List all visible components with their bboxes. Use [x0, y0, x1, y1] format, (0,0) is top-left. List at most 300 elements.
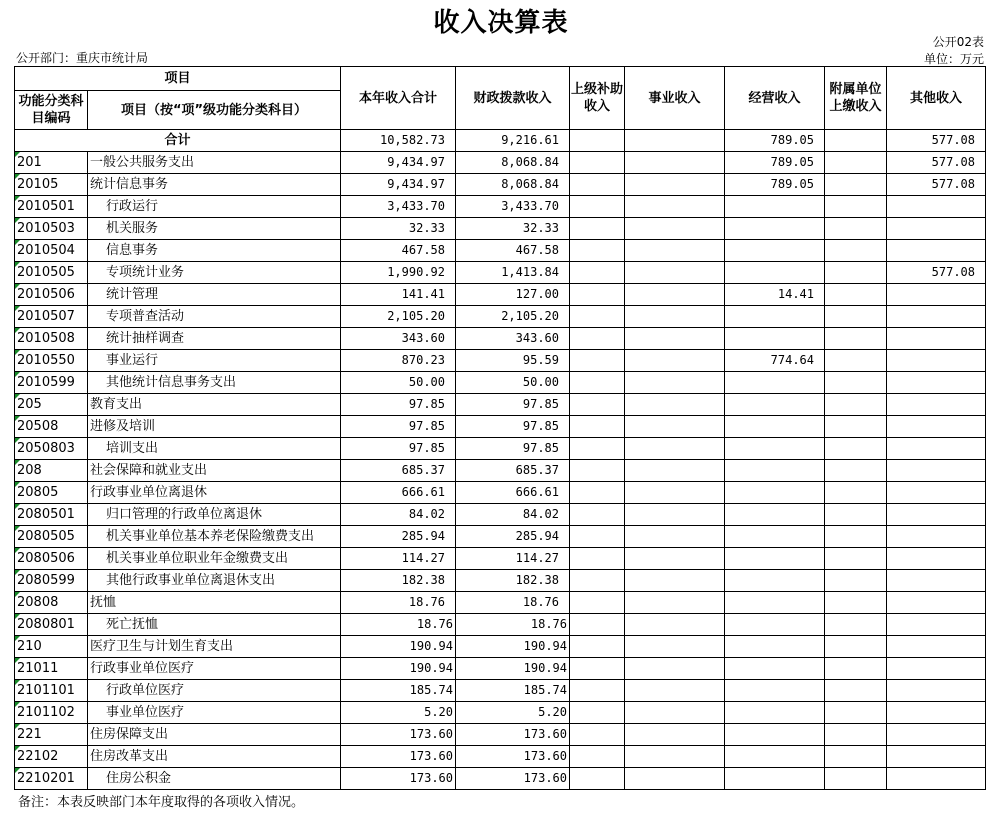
cell-affiliated — [825, 416, 887, 438]
cell-business — [625, 658, 725, 680]
cell-affiliated — [825, 350, 887, 372]
cell-superior — [570, 350, 625, 372]
cell-code: 2050803 — [15, 438, 88, 460]
cell-affiliated — [825, 438, 887, 460]
form-number: 公开02表 — [932, 35, 984, 49]
cell-affiliated — [825, 196, 887, 218]
cell-total: 173.60 — [341, 746, 456, 768]
cell-name: 统计抽样调查 — [88, 328, 341, 350]
cell-total: 190.94 — [341, 636, 456, 658]
cell-total: 685.37 — [341, 460, 456, 482]
cell-name: 进修及培训 — [88, 416, 341, 438]
table-row — [15, 768, 986, 790]
cell-business — [625, 724, 725, 746]
cell-total: 467.58 — [341, 240, 456, 262]
cell-business — [625, 284, 725, 306]
cell-business — [625, 438, 725, 460]
cell-name: 事业运行 — [88, 350, 341, 372]
cell-total: 190.94 — [341, 658, 456, 680]
cell-fiscal: 3,433.70 — [456, 196, 570, 218]
cell-fiscal: 32.33 — [456, 218, 570, 240]
cell-superior — [570, 152, 625, 174]
cell-name: 机关服务 — [88, 218, 341, 240]
cell-superior — [570, 680, 625, 702]
cell-operating — [725, 416, 825, 438]
cell-business — [625, 746, 725, 768]
cell-total: 870.23 — [341, 350, 456, 372]
cell-affiliated — [825, 372, 887, 394]
cell-business — [625, 592, 725, 614]
cell-total: 343.60 — [341, 328, 456, 350]
cell-other — [887, 328, 986, 350]
cell-operating: 789.05 — [725, 152, 825, 174]
cell-total: 114.27 — [341, 548, 456, 570]
header-total: 本年收入合计 — [341, 67, 456, 130]
cell-total: 666.61 — [341, 482, 456, 504]
cell-affiliated — [825, 284, 887, 306]
cell-code: 210 — [15, 636, 88, 658]
table-row — [15, 614, 986, 636]
cell-fiscal: 84.02 — [456, 504, 570, 526]
cell-code: 20508 — [15, 416, 88, 438]
table-row — [15, 702, 986, 724]
cell-fiscal: 8,068.84 — [456, 174, 570, 196]
table-row — [15, 658, 986, 680]
cell-other — [887, 460, 986, 482]
cell-affiliated — [825, 548, 887, 570]
cell-name: 医疗卫生与计划生育支出 — [88, 636, 341, 658]
table-row — [15, 592, 986, 614]
cell-operating — [725, 768, 825, 790]
cell-superior — [570, 460, 625, 482]
cell-fiscal: 2,105.20 — [456, 306, 570, 328]
cell-operating — [725, 614, 825, 636]
cell-name: 抚恤 — [88, 592, 341, 614]
cell-code: 201 — [15, 152, 88, 174]
cell-operating — [725, 460, 825, 482]
cell-operating — [725, 570, 825, 592]
cell-total: 182.38 — [341, 570, 456, 592]
cell-affiliated — [825, 614, 887, 636]
cell-business — [625, 262, 725, 284]
table-row — [15, 240, 986, 262]
cell-code: 2101102 — [15, 702, 88, 724]
table-row — [15, 306, 986, 328]
cell-fiscal: 18.76 — [456, 614, 570, 636]
cell-superior — [570, 504, 625, 526]
header-business: 事业收入 — [625, 67, 725, 130]
cell-name: 统计信息事务 — [88, 174, 341, 196]
header-superior: 上级补助收入 — [570, 67, 625, 130]
table-row — [15, 416, 986, 438]
cell-other — [887, 504, 986, 526]
cell-business — [625, 394, 725, 416]
table-row — [15, 570, 986, 592]
total-row — [15, 130, 986, 152]
cell-business — [625, 636, 725, 658]
cell-superior — [570, 636, 625, 658]
table-row — [15, 284, 986, 306]
cell-other — [887, 768, 986, 790]
cell-business — [625, 570, 725, 592]
table-row — [15, 218, 986, 240]
cell-superior — [570, 438, 625, 460]
cell-other — [887, 438, 986, 460]
table-row — [15, 548, 986, 570]
cell-business — [625, 460, 725, 482]
table-row — [15, 372, 986, 394]
cell-code: 22102 — [15, 746, 88, 768]
table-row — [15, 262, 986, 284]
table-row — [15, 504, 986, 526]
cell-name: 行政单位医疗 — [88, 680, 341, 702]
cell-code: 2010506 — [15, 284, 88, 306]
cell-other — [887, 394, 986, 416]
cell-other — [887, 284, 986, 306]
cell-business — [625, 218, 725, 240]
cell-business — [625, 702, 725, 724]
cell-total: 173.60 — [341, 768, 456, 790]
cell-fiscal: 1,413.84 — [456, 262, 570, 284]
cell-superior — [570, 614, 625, 636]
cell-name: 住房公积金 — [88, 768, 341, 790]
cell-fiscal: 190.94 — [456, 636, 570, 658]
cell-fiscal: 50.00 — [456, 372, 570, 394]
cell-affiliated — [825, 658, 887, 680]
table-row — [15, 526, 986, 548]
cell-operating — [725, 746, 825, 768]
cell-other — [887, 592, 986, 614]
income-table — [14, 66, 986, 790]
cell-superior — [570, 218, 625, 240]
cell-name: 机关事业单位基本养老保险缴费支出 — [88, 526, 341, 548]
cell-name: 归口管理的行政单位离退休 — [88, 504, 341, 526]
cell-other — [887, 240, 986, 262]
cell-operating — [725, 592, 825, 614]
cell-code: 2010504 — [15, 240, 88, 262]
cell-fiscal: 95.59 — [456, 350, 570, 372]
cell-other — [887, 702, 986, 724]
footnote: 备注：本表反映部门本年度取得的各项收入情况。 — [18, 795, 305, 810]
cell-fiscal: 190.94 — [456, 658, 570, 680]
cell-other — [887, 614, 986, 636]
cell-operating — [725, 328, 825, 350]
cell-affiliated — [825, 482, 887, 504]
cell-other — [887, 526, 986, 548]
cell-fiscal: 8,068.84 — [456, 152, 570, 174]
cell-total: 97.85 — [341, 438, 456, 460]
cell-operating — [725, 636, 825, 658]
cell-total: 9,434.97 — [341, 152, 456, 174]
cell-total: 141.41 — [341, 284, 456, 306]
cell-total: 2,105.20 — [341, 306, 456, 328]
cell-fiscal: 467.58 — [456, 240, 570, 262]
cell-code: 2010599 — [15, 372, 88, 394]
header-operating: 经营收入 — [725, 67, 825, 130]
cell-affiliated — [825, 746, 887, 768]
cell-name: 行政事业单位医疗 — [88, 658, 341, 680]
report-title: 收入决算表 — [433, 8, 569, 38]
total-cell-total: 10,582.73 — [341, 130, 456, 152]
cell-code: 2010508 — [15, 328, 88, 350]
cell-code: 205 — [15, 394, 88, 416]
table-row — [15, 460, 986, 482]
cell-total: 18.76 — [341, 614, 456, 636]
cell-operating — [725, 680, 825, 702]
cell-other: 577.08 — [887, 174, 986, 196]
cell-operating — [725, 482, 825, 504]
cell-fiscal: 114.27 — [456, 548, 570, 570]
cell-business — [625, 350, 725, 372]
cell-business — [625, 306, 725, 328]
cell-total: 50.00 — [341, 372, 456, 394]
cell-total: 97.85 — [341, 416, 456, 438]
cell-name: 其他统计信息事务支出 — [88, 372, 341, 394]
cell-other — [887, 570, 986, 592]
cell-other — [887, 746, 986, 768]
cell-affiliated — [825, 592, 887, 614]
cell-superior — [570, 746, 625, 768]
cell-code: 208 — [15, 460, 88, 482]
cell-name: 专项统计业务 — [88, 262, 341, 284]
cell-fiscal: 173.60 — [456, 724, 570, 746]
total-cell-business — [625, 130, 725, 152]
cell-affiliated — [825, 636, 887, 658]
total-cell-fiscal: 9,216.61 — [456, 130, 570, 152]
cell-business — [625, 240, 725, 262]
cell-affiliated — [825, 702, 887, 724]
cell-business — [625, 196, 725, 218]
cell-total: 97.85 — [341, 394, 456, 416]
cell-code: 2080506 — [15, 548, 88, 570]
total-cell-other: 577.08 — [887, 130, 986, 152]
table-row — [15, 350, 986, 372]
cell-fiscal: 182.38 — [456, 570, 570, 592]
cell-other — [887, 416, 986, 438]
cell-other — [887, 482, 986, 504]
cell-name: 社会保障和就业支出 — [88, 460, 341, 482]
cell-other — [887, 306, 986, 328]
header-other: 其他收入 — [887, 67, 986, 130]
cell-total: 5.20 — [341, 702, 456, 724]
cell-code: 20105 — [15, 174, 88, 196]
cell-operating — [725, 196, 825, 218]
cell-fiscal: 127.00 — [456, 284, 570, 306]
cell-operating — [725, 240, 825, 262]
cell-fiscal: 685.37 — [456, 460, 570, 482]
cell-fiscal: 285.94 — [456, 526, 570, 548]
cell-operating — [725, 504, 825, 526]
cell-superior — [570, 548, 625, 570]
cell-total: 173.60 — [341, 724, 456, 746]
cell-code: 2010501 — [15, 196, 88, 218]
cell-affiliated — [825, 768, 887, 790]
header-affiliated: 附属单位上缴收入 — [825, 67, 887, 130]
cell-superior — [570, 724, 625, 746]
cell-total: 3,433.70 — [341, 196, 456, 218]
table-row — [15, 680, 986, 702]
header-code: 功能分类科目编码 — [15, 91, 88, 130]
cell-code: 20808 — [15, 592, 88, 614]
cell-affiliated — [825, 328, 887, 350]
cell-operating — [725, 658, 825, 680]
cell-other — [887, 218, 986, 240]
cell-total: 1,990.92 — [341, 262, 456, 284]
cell-superior — [570, 196, 625, 218]
table-row — [15, 482, 986, 504]
cell-operating: 774.64 — [725, 350, 825, 372]
cell-superior — [570, 240, 625, 262]
cell-code: 2101101 — [15, 680, 88, 702]
cell-business — [625, 504, 725, 526]
cell-other — [887, 636, 986, 658]
cell-other — [887, 548, 986, 570]
cell-name: 行政运行 — [88, 196, 341, 218]
cell-affiliated — [825, 460, 887, 482]
cell-other: 577.08 — [887, 152, 986, 174]
department-label: 公开部门：重庆市统计局 — [16, 51, 149, 65]
cell-operating — [725, 702, 825, 724]
table-row — [15, 636, 986, 658]
table-row — [15, 174, 986, 196]
cell-operating — [725, 724, 825, 746]
cell-code: 221 — [15, 724, 88, 746]
cell-code: 2080801 — [15, 614, 88, 636]
cell-name: 死亡抚恤 — [88, 614, 341, 636]
cell-fiscal: 173.60 — [456, 768, 570, 790]
cell-operating — [725, 262, 825, 284]
cell-business — [625, 680, 725, 702]
cell-code: 2080505 — [15, 526, 88, 548]
cell-affiliated — [825, 724, 887, 746]
cell-code: 2210201 — [15, 768, 88, 790]
cell-name: 信息事务 — [88, 240, 341, 262]
header-name: 项目（按“项”级功能分类科目） — [88, 91, 341, 130]
cell-code: 2080599 — [15, 570, 88, 592]
cell-name: 专项普查活动 — [88, 306, 341, 328]
cell-name: 教育支出 — [88, 394, 341, 416]
cell-affiliated — [825, 526, 887, 548]
cell-operating — [725, 438, 825, 460]
cell-code: 21011 — [15, 658, 88, 680]
cell-business — [625, 416, 725, 438]
cell-business — [625, 152, 725, 174]
table-row — [15, 196, 986, 218]
cell-name: 其他行政事业单位离退休支出 — [88, 570, 341, 592]
cell-other — [887, 350, 986, 372]
cell-affiliated — [825, 152, 887, 174]
cell-superior — [570, 394, 625, 416]
cell-code: 20805 — [15, 482, 88, 504]
table-row — [15, 724, 986, 746]
table-row — [15, 152, 986, 174]
cell-name: 培训支出 — [88, 438, 341, 460]
cell-fiscal: 97.85 — [456, 416, 570, 438]
cell-operating — [725, 394, 825, 416]
cell-business — [625, 372, 725, 394]
cell-affiliated — [825, 174, 887, 196]
cell-superior — [570, 306, 625, 328]
cell-superior — [570, 658, 625, 680]
table-row — [15, 746, 986, 768]
cell-affiliated — [825, 504, 887, 526]
cell-fiscal: 18.76 — [456, 592, 570, 614]
cell-fiscal: 173.60 — [456, 746, 570, 768]
cell-total: 84.02 — [341, 504, 456, 526]
cell-affiliated — [825, 394, 887, 416]
cell-total: 285.94 — [341, 526, 456, 548]
cell-name: 统计管理 — [88, 284, 341, 306]
total-cell-affiliated — [825, 130, 887, 152]
cell-other — [887, 658, 986, 680]
cell-operating — [725, 548, 825, 570]
cell-fiscal: 343.60 — [456, 328, 570, 350]
unit-label: 单位：万元 — [923, 52, 984, 66]
cell-affiliated — [825, 306, 887, 328]
cell-superior — [570, 702, 625, 724]
cell-superior — [570, 526, 625, 548]
cell-business — [625, 768, 725, 790]
cell-affiliated — [825, 570, 887, 592]
header-item-group: 项目 — [15, 67, 341, 91]
cell-name: 机关事业单位职业年金缴费支出 — [88, 548, 341, 570]
cell-business — [625, 328, 725, 350]
cell-other: 577.08 — [887, 262, 986, 284]
cell-business — [625, 548, 725, 570]
table-row — [15, 394, 986, 416]
cell-business — [625, 614, 725, 636]
cell-superior — [570, 592, 625, 614]
cell-operating: 789.05 — [725, 174, 825, 196]
table-row — [15, 328, 986, 350]
cell-superior — [570, 328, 625, 350]
cell-code: 2010503 — [15, 218, 88, 240]
cell-superior — [570, 416, 625, 438]
cell-affiliated — [825, 262, 887, 284]
cell-fiscal: 97.85 — [456, 438, 570, 460]
cell-other — [887, 724, 986, 746]
table-row — [15, 438, 986, 460]
cell-total: 32.33 — [341, 218, 456, 240]
cell-affiliated — [825, 680, 887, 702]
cell-superior — [570, 570, 625, 592]
cell-name: 住房改革支出 — [88, 746, 341, 768]
cell-operating — [725, 526, 825, 548]
cell-superior — [570, 372, 625, 394]
cell-code: 2010507 — [15, 306, 88, 328]
cell-fiscal: 185.74 — [456, 680, 570, 702]
cell-fiscal: 97.85 — [456, 394, 570, 416]
header-fiscal: 财政拨款收入 — [456, 67, 570, 130]
cell-code: 2010505 — [15, 262, 88, 284]
total-cell-superior — [570, 130, 625, 152]
total-label: 合计 — [15, 130, 341, 152]
cell-operating: 14.41 — [725, 284, 825, 306]
cell-operating — [725, 218, 825, 240]
cell-superior — [570, 284, 625, 306]
cell-name: 住房保障支出 — [88, 724, 341, 746]
cell-fiscal: 666.61 — [456, 482, 570, 504]
cell-other — [887, 196, 986, 218]
cell-other — [887, 680, 986, 702]
cell-business — [625, 526, 725, 548]
cell-name: 一般公共服务支出 — [88, 152, 341, 174]
cell-operating — [725, 372, 825, 394]
cell-total: 18.76 — [341, 592, 456, 614]
cell-superior — [570, 174, 625, 196]
cell-code: 2010550 — [15, 350, 88, 372]
cell-fiscal: 5.20 — [456, 702, 570, 724]
